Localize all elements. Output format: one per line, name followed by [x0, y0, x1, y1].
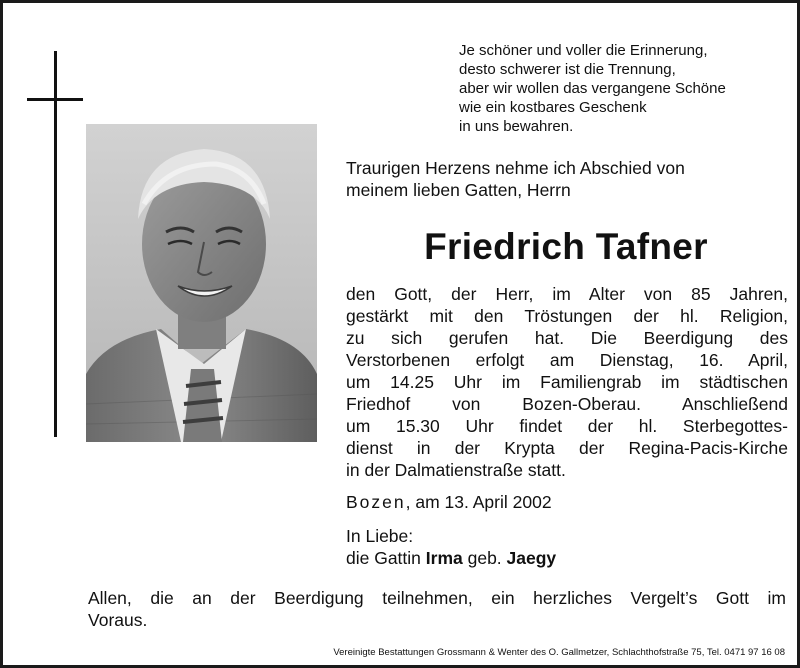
notice-date: , am 13. April 2002: [405, 492, 552, 512]
quote-line: Je schöner und voller die Erinnerung,: [459, 42, 708, 59]
memorial-quote: [459, 41, 789, 136]
quote-line: wie ein kostbares Geschenk: [459, 99, 647, 116]
funeral-home-footer: Vereinigte Bestattungen Grossmann & Wenter des O. Gallmetzer, Schlachthofstraße 75, Tel. 0471 97 16 08: [333, 647, 785, 658]
mourner-first-name: Irma: [425, 548, 463, 568]
intro-line: meinem lieben Gatten, Herrn: [346, 180, 571, 200]
quote-line: aber wir wollen das vergangene Schöne: [459, 80, 726, 97]
announcement-line: um 14.25 Uhr im Familiengrab im städtischen: [346, 372, 788, 392]
thanks-note: [88, 587, 786, 631]
intro-line: Traurigen Herzens nehme ich Abschied von: [346, 158, 685, 178]
signoff-mourner: [346, 547, 556, 569]
announcement-line: Verstorbenen erfolgt am Dienstag, 16. April,: [346, 350, 788, 370]
mourner-prefix: die Gattin: [346, 548, 426, 568]
quote-line: desto schwerer ist die Trennung,: [459, 61, 676, 78]
portrait-illustration: [86, 124, 317, 442]
portrait-photo: [86, 124, 317, 442]
deceased-name: Friedrich Tafner: [424, 226, 708, 267]
announcement-line: gestärkt mit den Tröstungen der hl. Religion,: [346, 306, 788, 326]
announcement-line: zu sich gerufen hat. Die Beerdigung des: [346, 328, 788, 348]
signoff-heading: In Liebe:: [346, 526, 414, 546]
place-and-date: [346, 491, 552, 513]
announcement-line: in der Dalmatienstraße statt.: [346, 460, 566, 480]
farewell-intro: [346, 157, 786, 201]
announcement-line: um 15.30 Uhr findet der hl. Sterbegottes-: [346, 416, 788, 436]
place-name: Bozen: [346, 492, 406, 512]
announcement-line: dienst in der Krypta der Regina-Pacis-Kirche: [346, 438, 788, 458]
funeral-announcement: [346, 283, 788, 481]
mourner-maiden-name: Jaegy: [506, 548, 557, 568]
mourner-middle: geb.: [462, 548, 507, 568]
thanks-line: Voraus.: [88, 610, 148, 630]
cross-horizontal-bar: [27, 98, 83, 101]
quote-line: in uns bewahren.: [459, 118, 574, 135]
signoff: [346, 525, 556, 569]
announcement-line: Friedhof von Bozen-Oberau. Anschließend: [346, 394, 788, 414]
cross-vertical-bar: [54, 51, 57, 437]
announcement-line: den Gott, der Herr, im Alter von 85 Jahren,: [346, 284, 788, 304]
thanks-line: Allen, die an der Beerdigung teilnehmen, ein herzliches Vergelt’s Gott im: [88, 588, 786, 608]
